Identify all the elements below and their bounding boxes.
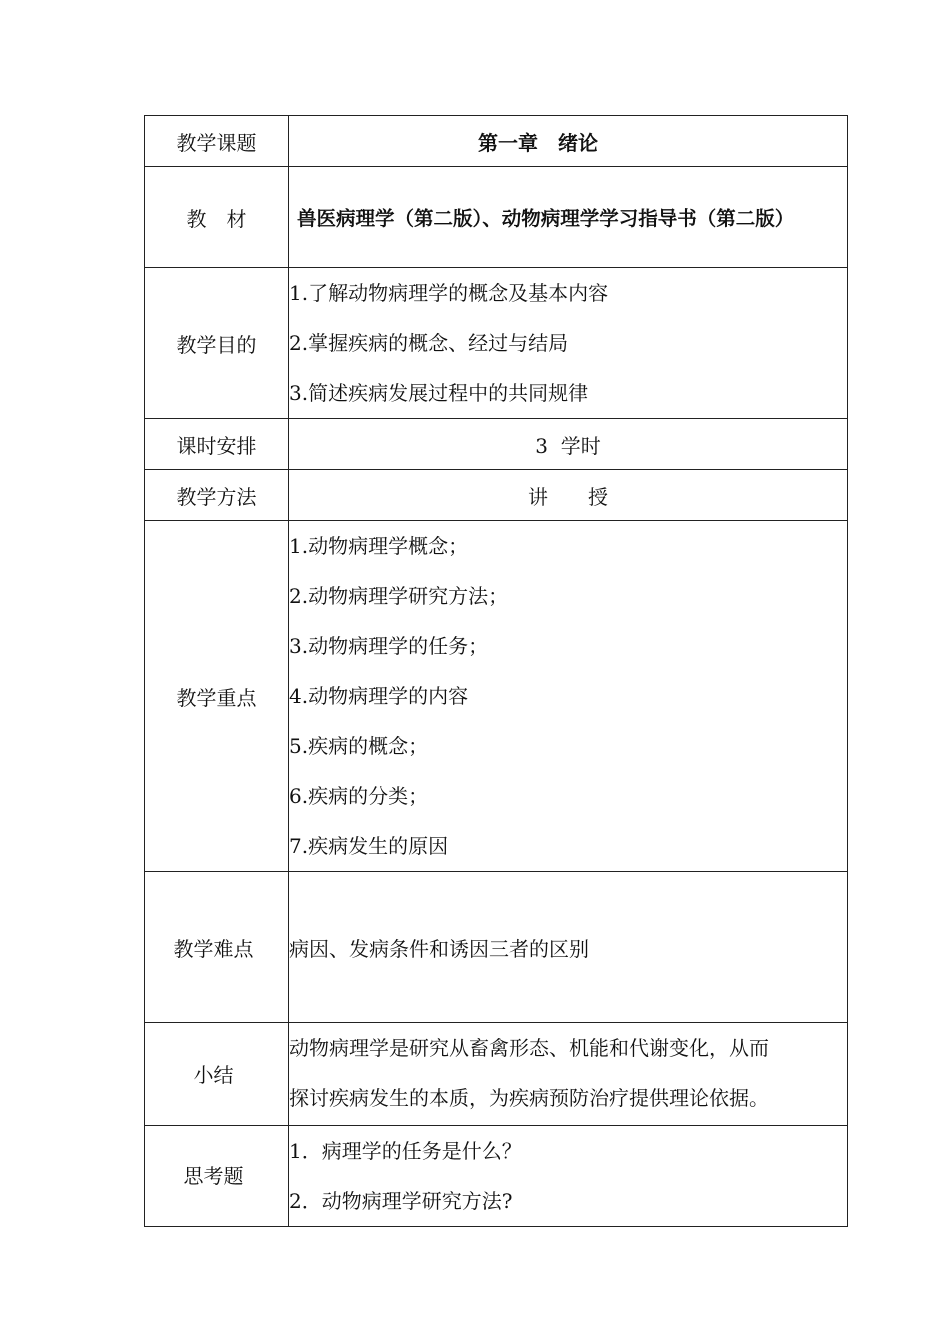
method-value: 讲 授	[289, 470, 848, 521]
question-item: 2．动物病理学研究方法?	[289, 1189, 513, 1213]
goals-label: 教学目的	[145, 268, 289, 419]
hours-label: 课时安排	[145, 419, 289, 470]
row-summary	[145, 1023, 848, 1126]
difficulty-label: 教学难点	[145, 872, 289, 1023]
key-points-label: 教学重点	[145, 521, 289, 872]
row-difficulty	[145, 872, 848, 1023]
questions-list	[289, 1126, 848, 1227]
summary-text	[289, 1023, 848, 1126]
key-point-item: 4.动物病理学的内容	[289, 684, 469, 708]
goal-item: 1.了解动物病理学的概念及基本内容	[289, 281, 609, 305]
key-point-item: 3.动物病理学的任务；	[289, 634, 489, 658]
row-material	[145, 167, 848, 268]
material-value: 兽医病理学（第二版）、动物病理学学习指导书（第二版）	[289, 167, 848, 268]
topic-text: 第一章 绪论	[478, 130, 598, 155]
material-label: 教 材	[145, 167, 289, 268]
method-label: 教学方法	[145, 470, 289, 521]
difficulty-value: 病因、发病条件和诱因三者的区别	[289, 872, 848, 1023]
summary-label: 小结	[145, 1023, 289, 1126]
summary-line: 探讨疾病发生的本质，为疾病预防治疗提供理论依据。	[289, 1086, 769, 1110]
key-point-item: 1.动物病理学概念；	[289, 534, 469, 558]
hours-value	[289, 419, 848, 470]
goals-list	[289, 268, 848, 419]
lesson-plan-table	[144, 115, 848, 1227]
key-point-item: 7.疾病发生的原因	[289, 834, 449, 858]
key-point-item: 6.疾病的分类；	[289, 784, 429, 808]
topic-label: 教学课题	[145, 116, 289, 167]
row-method	[145, 470, 848, 521]
key-point-item: 2.动物病理学研究方法；	[289, 584, 509, 608]
question-item: 1．病理学的任务是什么？	[289, 1139, 522, 1163]
row-topic	[145, 116, 848, 167]
row-goals	[145, 268, 848, 419]
row-questions	[145, 1126, 848, 1227]
goal-item: 3.简述疾病发展过程中的共同规律	[289, 381, 589, 405]
questions-label: 思考题	[145, 1126, 289, 1227]
row-key-points	[145, 521, 848, 872]
key-point-item: 5.疾病的概念；	[289, 734, 429, 758]
hours-text: 3 学时	[535, 433, 601, 458]
summary-line: 动物病理学是研究从畜禽形态、机能和代谢变化，从而	[289, 1036, 769, 1060]
goal-item: 2.掌握疾病的概念、经过与结局	[289, 331, 569, 355]
key-points-list	[289, 521, 848, 872]
topic-value	[289, 116, 848, 167]
row-hours	[145, 419, 848, 470]
